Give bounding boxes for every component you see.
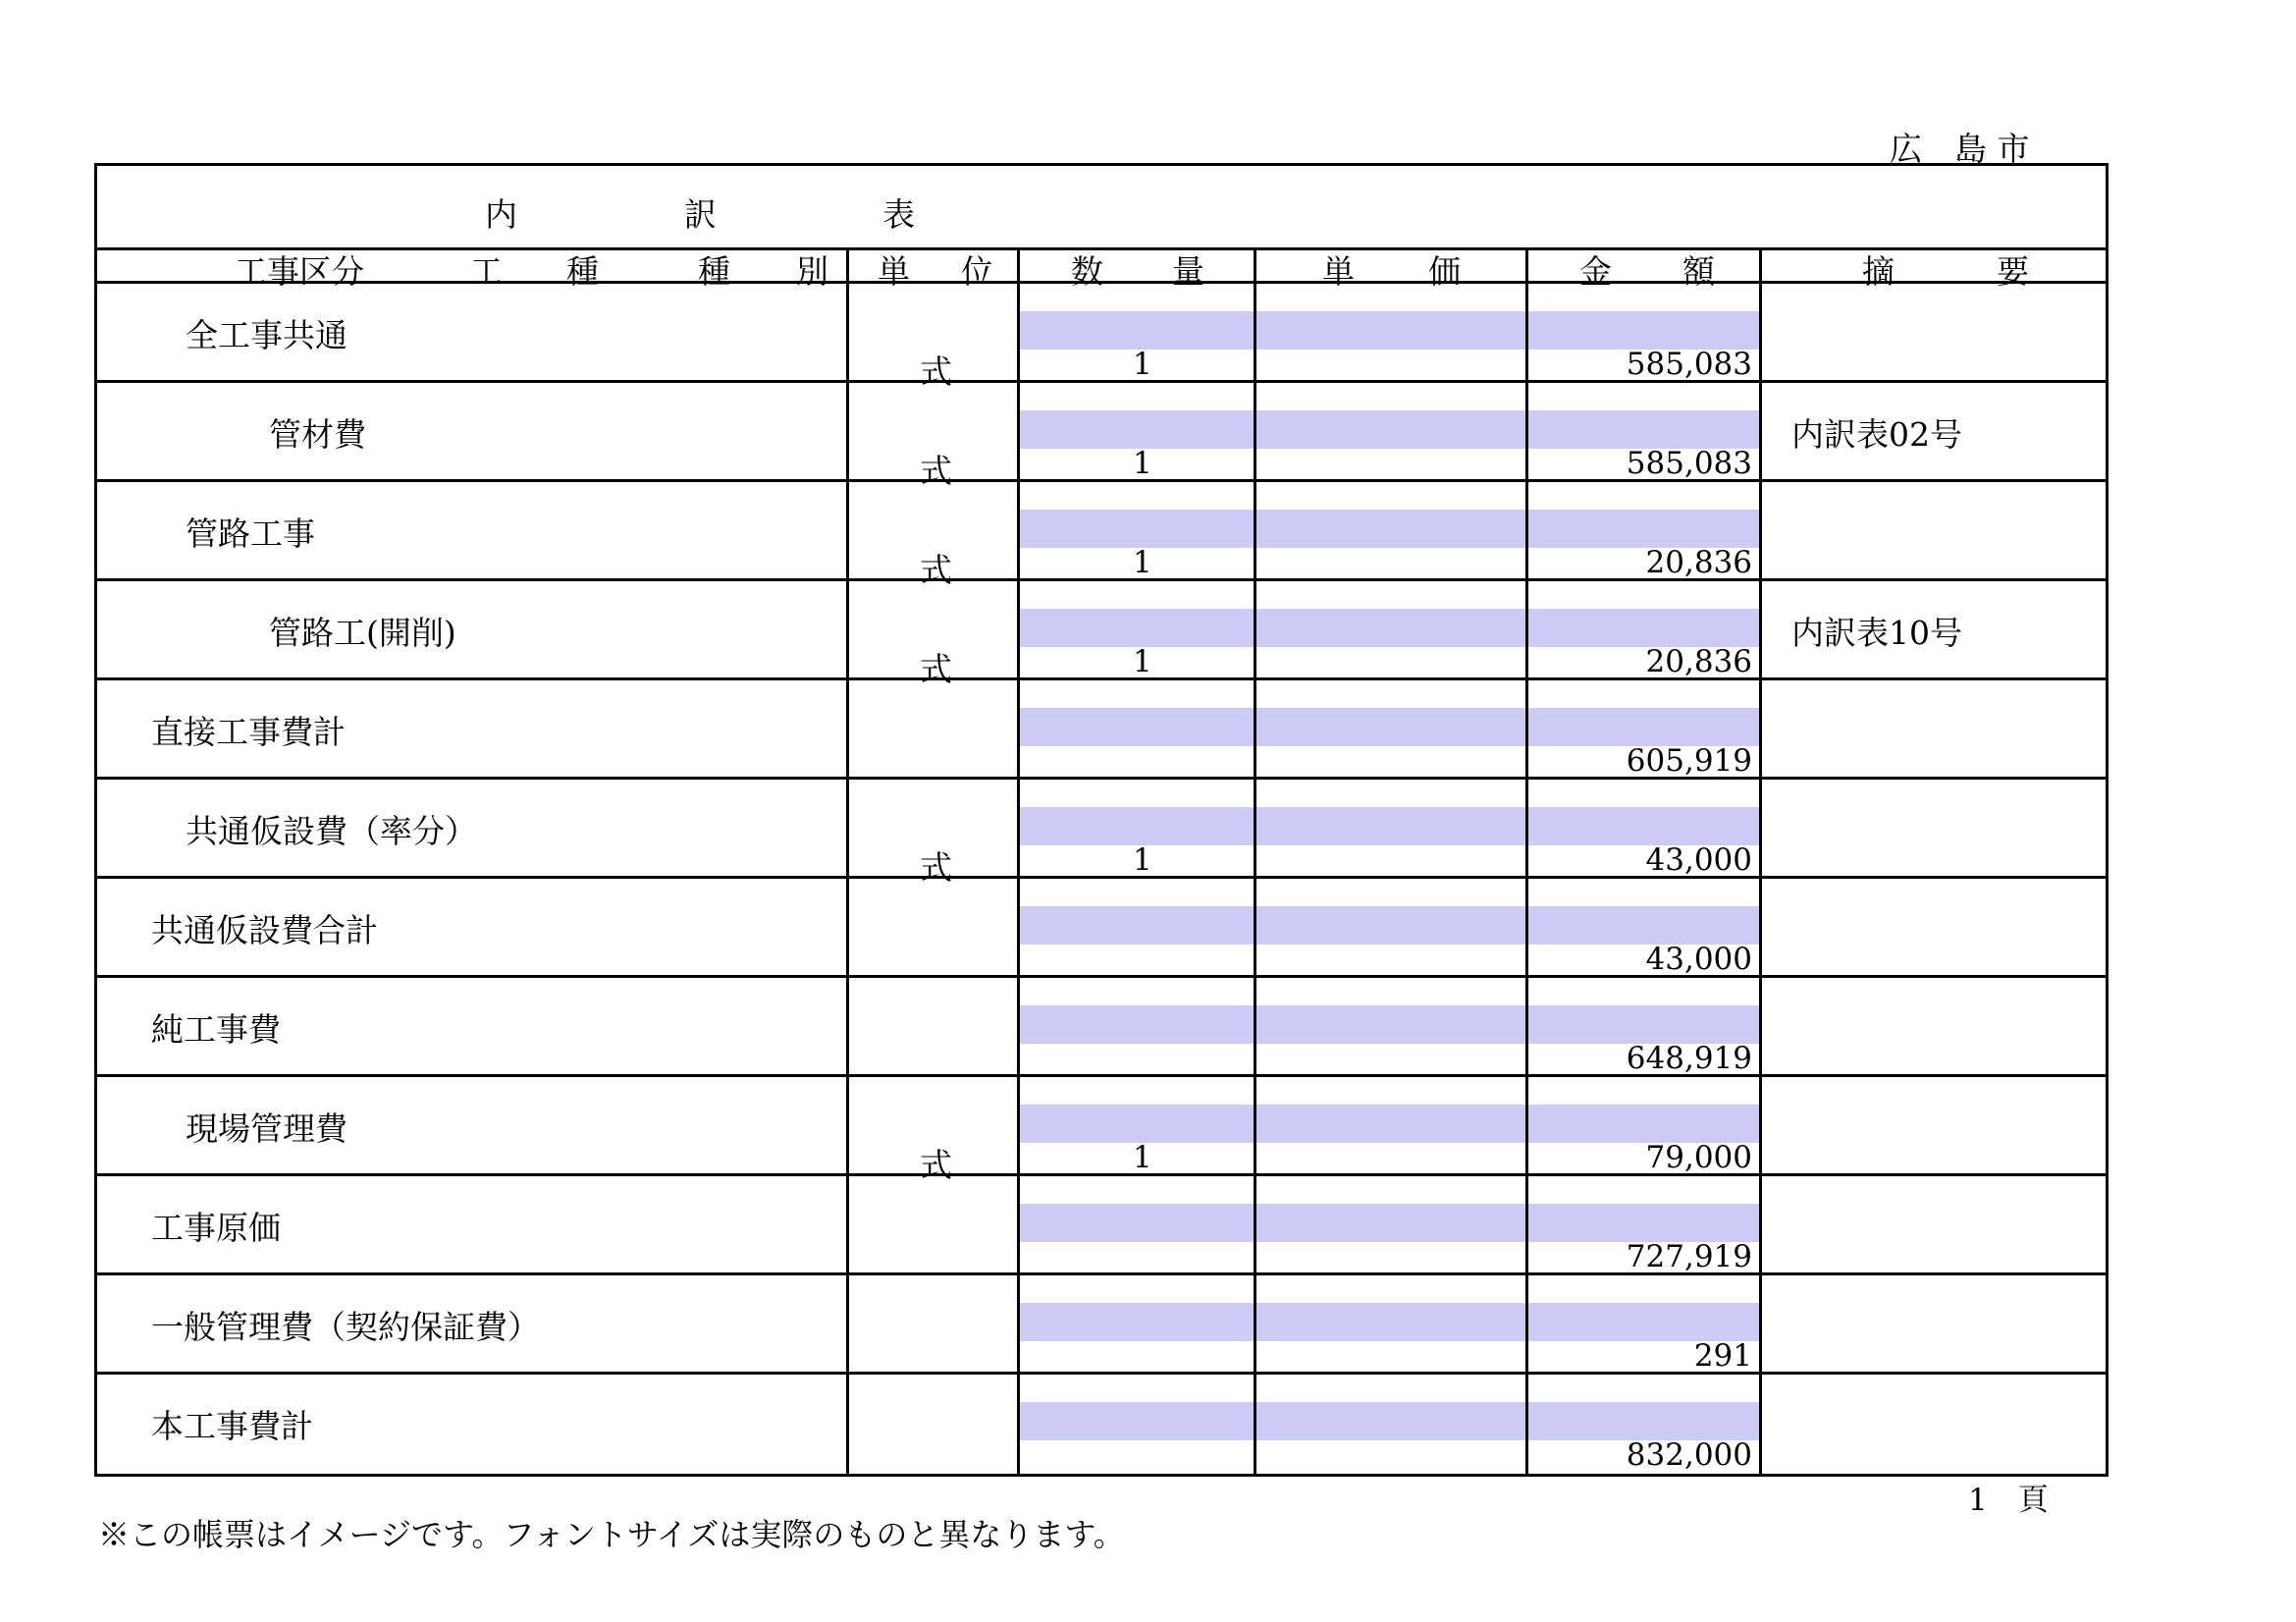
item-amount: 43,000 (1645, 842, 1752, 878)
item-name: 共通仮設費（率分） (186, 812, 477, 850)
header-kubun: 工事区分 (235, 252, 364, 291)
table-row (97, 1077, 2106, 1184)
input-band (1256, 807, 1525, 845)
item-unit: 式 (920, 848, 952, 887)
header-note2: 要 (1997, 252, 2029, 291)
item-amount: 832,000 (1626, 1437, 1752, 1473)
item-name: 現場管理費 (186, 1109, 347, 1148)
input-band (1020, 1204, 1254, 1242)
header-amount1: 金 (1579, 252, 1612, 291)
column-divider (1525, 250, 1528, 1474)
item-quantity: 1 (1133, 1140, 1152, 1175)
item-quantity: 1 (1133, 842, 1152, 878)
input-band (1528, 410, 1759, 449)
item-quantity: 1 (1133, 545, 1152, 580)
item-unit: 式 (920, 650, 952, 688)
header-shu: 工 (470, 252, 503, 291)
page-number: 1 頁 (1968, 1483, 2049, 1518)
table-row (97, 383, 2106, 490)
input-band (1020, 609, 1254, 647)
input-band (1528, 1005, 1759, 1044)
input-band (1020, 311, 1254, 350)
item-amount: 585,083 (1626, 446, 1752, 481)
issuer-name: 広 島 市 (1890, 130, 2030, 168)
input-band (1528, 510, 1759, 548)
header-unit1: 単 (878, 252, 910, 291)
header-price2: 価 (1428, 252, 1461, 291)
title-char: 訳 (684, 195, 717, 234)
item-quantity: 1 (1133, 644, 1152, 679)
input-band (1256, 1204, 1525, 1242)
item-name: 一般管理費（契約保証費） (151, 1308, 540, 1346)
input-band (1020, 1303, 1254, 1341)
item-name: 純工事費 (151, 1010, 281, 1049)
input-band (1528, 609, 1759, 647)
header-betsu1: 種 (698, 252, 730, 291)
input-band (1020, 1005, 1254, 1044)
item-note: 内訳表02号 (1791, 415, 1962, 454)
input-band (1528, 1402, 1759, 1440)
header-unit2: 位 (961, 252, 993, 291)
item-unit: 式 (920, 452, 952, 490)
header-shu2: 種 (566, 252, 599, 291)
item-amount: 79,000 (1645, 1140, 1752, 1175)
input-band (1256, 708, 1525, 746)
item-name: 本工事費計 (151, 1407, 313, 1445)
title-char: 表 (882, 195, 915, 234)
input-band (1256, 1402, 1525, 1440)
item-name: 共通仮設費合計 (151, 911, 378, 949)
input-band (1256, 1303, 1525, 1341)
table-row (97, 1375, 2106, 1474)
input-band (1020, 410, 1254, 449)
table-row (97, 1275, 2106, 1375)
breakdown-table (94, 163, 2109, 1477)
item-name: 全工事共通 (186, 316, 347, 354)
input-band (1528, 807, 1759, 845)
item-name: 管路工事 (186, 514, 315, 553)
table-row (97, 879, 2106, 978)
input-band (1528, 708, 1759, 746)
input-band (1256, 311, 1525, 350)
item-amount: 605,919 (1626, 743, 1752, 779)
column-divider (846, 250, 849, 1474)
table-row (97, 978, 2106, 1077)
input-band (1256, 510, 1525, 548)
header-price1: 単 (1322, 252, 1355, 291)
column-divider (1017, 250, 1020, 1474)
item-amount: 727,919 (1626, 1239, 1752, 1274)
table-row (97, 780, 2106, 887)
column-divider (1254, 250, 1256, 1474)
item-amount: 43,000 (1645, 942, 1752, 977)
input-band (1256, 609, 1525, 647)
item-amount: 291 (1693, 1338, 1752, 1374)
item-quantity: 1 (1133, 446, 1152, 481)
input-band (1528, 1105, 1759, 1143)
title-char: 内 (485, 195, 517, 234)
table-row (97, 482, 2106, 589)
input-band (1528, 1303, 1759, 1341)
table-row (97, 581, 2106, 688)
item-quantity: 1 (1133, 347, 1152, 382)
table-row (97, 284, 2106, 391)
column-divider (1759, 250, 1762, 1474)
header-note1: 摘 (1862, 252, 1895, 291)
input-band (1020, 807, 1254, 845)
input-band (1020, 708, 1254, 746)
item-amount: 20,836 (1645, 644, 1752, 679)
input-band (1256, 410, 1525, 449)
input-band (1256, 906, 1525, 945)
input-band (1020, 1105, 1254, 1143)
item-unit: 式 (920, 1146, 952, 1184)
header-qty1: 数 (1071, 252, 1103, 291)
input-band (1528, 1204, 1759, 1242)
item-unit: 式 (920, 551, 952, 589)
item-name: 工事原価 (151, 1209, 281, 1247)
table-title-row (97, 166, 2106, 250)
input-band (1528, 906, 1759, 945)
input-band (1020, 1402, 1254, 1440)
header-betsu2: 別 (796, 252, 828, 291)
table-row (97, 680, 2106, 780)
input-band (1256, 1105, 1525, 1143)
table-row (97, 1176, 2106, 1275)
item-name: 管材費 (269, 415, 366, 454)
disclaimer-note: ※この帳票はイメージです。フォントサイズは実際のものと異なります。 (98, 1516, 1125, 1553)
item-amount: 20,836 (1645, 545, 1752, 580)
column-header-row (97, 250, 2106, 291)
input-band (1020, 510, 1254, 548)
input-band (1020, 906, 1254, 945)
header-qty2: 量 (1172, 252, 1204, 291)
item-name: 管路工(開削) (269, 614, 456, 652)
header-amount2: 額 (1682, 252, 1715, 291)
input-band (1256, 1005, 1525, 1044)
item-unit: 式 (920, 352, 952, 391)
item-amount: 648,919 (1626, 1041, 1752, 1076)
input-band (1528, 311, 1759, 350)
item-amount: 585,083 (1626, 347, 1752, 382)
item-note: 内訳表10号 (1791, 614, 1962, 652)
item-name: 直接工事費計 (151, 713, 346, 751)
